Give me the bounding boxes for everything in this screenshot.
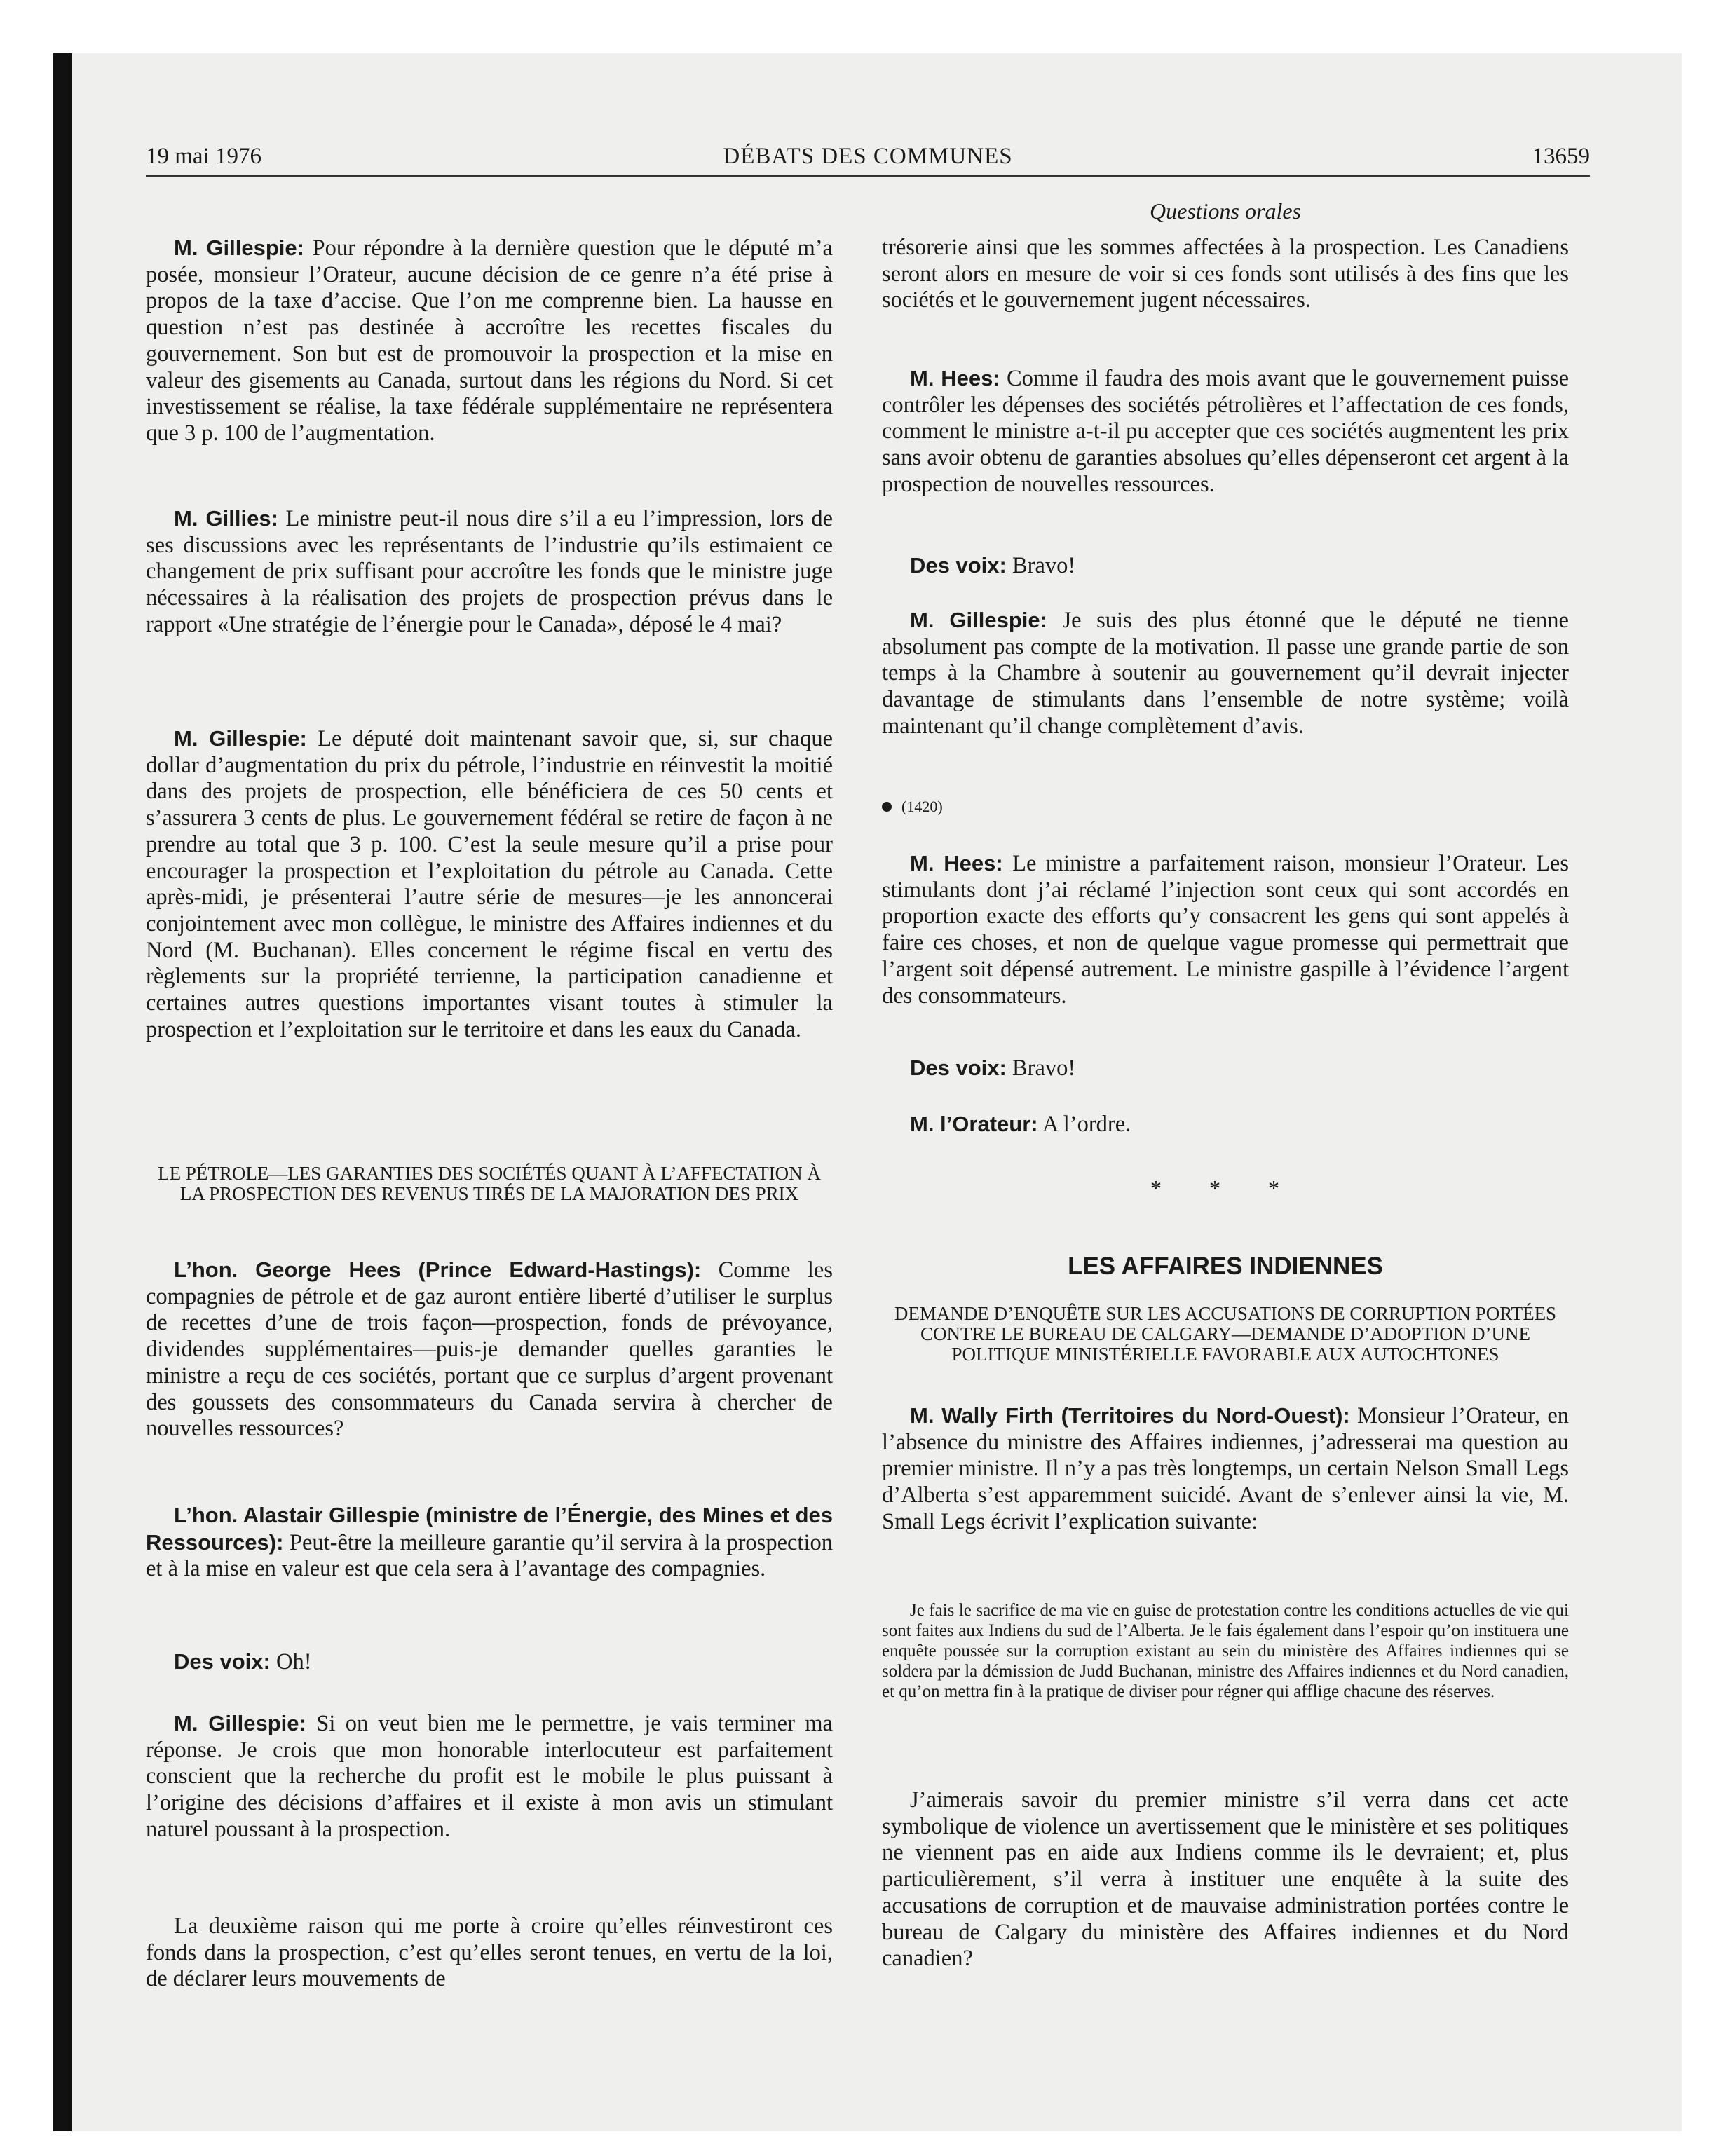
- paragraph-text: Si on veut bien me le permettre, je vais terminer ma réponse. Je crois que mon honorable interlocuteur est parfaitement conscient que la recherche du profit est le mobile le plus puissant à l’origine des décisions d’affaires et il existe à mon avis un stimulant naturel poussant à la prospection.: [146, 1711, 833, 1842]
- section-subheading: DEMANDE D’ENQUÊTE SUR LES ACCUSATIONS DE CORRUPTION PORTÉES CONTRE LE BUREAU DE CALGARY—DEMANDE D’ADOPTION D’UNE POLITIQUE MINISTÉRIELLE FAVORABLE AUX AUTOCHTONES: [894, 1303, 1557, 1365]
- paragraph: [146, 1502, 833, 1583]
- speaker-name: Des voix:: [174, 1649, 271, 1674]
- section-subtitle: Questions orales: [1150, 198, 1301, 224]
- paragraph: [882, 1403, 1569, 1536]
- scan-edge-bar: [53, 53, 72, 2131]
- paragraph: [146, 725, 833, 1043]
- speaker-name: M. Gillespie:: [174, 1711, 306, 1735]
- section-title: LES AFFAIRES INDIENNES: [1068, 1253, 1383, 1280]
- page-header: [146, 140, 1590, 177]
- paragraph-text: Comme les compagnies de pétrole et de gaz auront entière liberté d’utiliser le surplus de recettes d’une de trois façon—prospection, fonds de prévoyance, dividendes supplémentaires—puis-je demander quelles garanties le ministre a reçu de ces sociétés, portant que ce surplus d’argent provenant des goussets des consommateurs du Canada servira à chercher de nouvelles ressources?: [146, 1257, 833, 1442]
- paragraph-text: Pour répondre à la dernière question que le député m’a posée, monsieur l’Orateur, aucune décision de ce genre n’a été prise à propos de la taxe d’accise. Que l’on me comprenne bien. La hausse en question n’est pas destinée à accroître les recettes fiscales du gouvernement. Son but est de promouvoir la prospection et la mise en valeur des gisements au Canada, surtout dans les régions du Nord. Si cet investissement se réalise, la taxe fédérale supplémentaire ne représentera que 3 p. 100 de l’augmentation.: [146, 236, 833, 446]
- bullet-icon: [882, 802, 892, 812]
- speaker-name: L’hon. Alastair Gillespie (ministre de l’Énergie, des Mines et des Ressources):: [146, 1503, 833, 1555]
- paragraph-text: Je suis des plus étonné que le député ne tienne absolument pas compte de la motivation. Il passe une grande partie de son temps à la Chambre à soutenir au gouvernement qu’il devrait injecter davantage de stimulants dans l’ensemble de notre système; voilà maintenant qu’il change complètement d’avis.: [882, 608, 1569, 739]
- block-quote: Je fais le sacrifice de ma vie en guise de protestation contre les conditions actuelles de vie qui sont faites aux Indiens du sud de l’Alberta. Je le fais également dans l’espoir qu’on instituera une enquête poussée sur la corruption existant au sein du ministère des Affaires indiennes qui se soldera par la démission de Judd Buchanan, ministre des Affaires indiennes et du Nord canadien, et qu’on mettra fin à la pratique de diviser pour régner qui afflige chacune des réserves.: [882, 1601, 1569, 1701]
- paragraph: [146, 1649, 833, 1676]
- publication-title: DÉBATS DES COMMUNES: [723, 144, 1013, 169]
- paragraph-text: Oh!: [270, 1649, 312, 1674]
- paragraph: [146, 1913, 833, 1993]
- section-separator: * * *: [1150, 1175, 1300, 1201]
- paragraph-text: Bravo!: [1006, 1056, 1076, 1081]
- speaker-name: M. Wally Firth (Territoires du Nord-Ouest):: [910, 1403, 1350, 1428]
- paragraph-text: La deuxième raison qui me porte à croire qu’elles réinvestiront ces fonds dans la prospection, c’est qu’elles seront tenues, en vertu de la loi, de déclarer leurs mouvements de: [146, 1913, 833, 1992]
- paragraph: [882, 607, 1569, 740]
- paragraph-text: Comme il faudra des mois avant que le gouvernement puisse contrôler les dépenses des sociétés pétrolières et l’affectation de ces fonds, comment le ministre a-t-il pu accepter que ces sociétés augmentent les prix sans avoir obtenu de garanties absolues qu’elles dépenseront cet argent à la prospection de nouvelles ressources.: [882, 366, 1569, 497]
- speaker-name: M. l’Orateur:: [910, 1112, 1038, 1136]
- paragraph: [882, 1111, 1569, 1138]
- page-number: 13659: [1532, 144, 1590, 169]
- paragraph: [882, 1055, 1569, 1082]
- paragraph: [882, 365, 1569, 498]
- speaker-name: M. Hees:: [910, 366, 1000, 390]
- speaker-name: L’hon. George Hees (Prince Edward-Hastings):: [174, 1257, 702, 1282]
- speaker-name: Des voix:: [910, 553, 1007, 578]
- speaker-name: M. Hees:: [910, 851, 1003, 875]
- paragraph-text: Le député doit maintenant savoir que, si, sur chaque dollar d’augmentation du prix du pétrole, l’industrie en réinvestit la moitié dans des projets de prospection, elle bénéficiera de ces 50 cents et s’assurera 3 cents de plus. Le gouvernement fédéral se retire de façon à ne prendre au total que 3 p. 100. C’est la seule mesure qu’il a prise pour encourager la prospection et l’exploitation du pétrole au Canada. Cette après-midi, je présenterai l’autre série de mesures—je les annoncerai conjointement avec mon collègue, le ministre des Affaires indiennes et du Nord (M. Buchanan). Elles concernent le régime fiscal en vertu des règlements sur la propriété terrienne, la participation canadienne et certaines autres questions importantes visant toutes à stimuler la prospection et l’exploitation sur le territoire et dans les eaux du Canada.: [146, 726, 833, 1042]
- speaker-name: M. Gillespie:: [174, 726, 307, 751]
- paragraph-text: Monsieur l’Orateur, en l’absence du ministre des Affaires indiennes, j’adresserai ma question au premier ministre. Il n’y a pas très longtemps, un certain Nelson Small Legs d’Alberta s’est apparemment suicidé. Avant de s’enlever ainsi la vie, M. Small Legs écrivit l’explication suivante:: [882, 1403, 1569, 1534]
- paragraph: [146, 235, 833, 447]
- paragraph: [146, 505, 833, 639]
- page-date: 19 mai 1976: [146, 144, 261, 169]
- paragraph-text: Le ministre a parfaitement raison, monsieur l’Orateur. Les stimulants dont j’ai réclamé l’injection sont ceux qui sont accordés en proportion exacte des efforts qu’y consacrent les gens qui sont appelés à faire ces choses, et non de quelque vague promesse qui permettrait que l’argent soit dépensé autrement. Le ministre gaspille à l’évidence l’argent des consommateurs.: [882, 851, 1569, 1009]
- speaker-name: M. Gillespie:: [174, 236, 304, 260]
- paragraph: [146, 1710, 833, 1843]
- paragraph-text: Bravo!: [1006, 553, 1076, 578]
- speaker-name: M. Gillespie:: [910, 608, 1047, 632]
- paragraph-text: Peut-être la meilleure garantie qu’il servira à la prospection et à la mise en valeur est que cela sera à l’avantage des compagnies.: [146, 1529, 833, 1582]
- paragraph-text: A l’ordre.: [1037, 1112, 1131, 1137]
- paragraph: [882, 552, 1569, 580]
- timestamp: (1420): [901, 798, 943, 815]
- paragraph-text: Le ministre peut-il nous dire s’il a eu l’impression, lors de ses discussions avec les représentants de l’industrie qu’ils estimaient ce changement de prix suffisant pour accroître les fonds que le ministre juge nécessaires à la réalisation des projets de prospection prévus dans le rapport «Une stratégie de l’énergie pour le Canada», déposé le 4 mai?: [146, 506, 833, 637]
- speaker-name: M. Gillies:: [174, 506, 278, 531]
- paragraph: [882, 850, 1569, 1009]
- paragraph: [882, 235, 1569, 314]
- speaker-name: Des voix:: [910, 1056, 1007, 1080]
- paragraph: [882, 1787, 1569, 1972]
- paragraph-text: J’aimerais savoir du premier ministre s’il verra dans cet acte symbolique de violence un avertissement que le ministère et ses politiques ne viennent pas en aide aux Indiens comme ils le devraient; et, plus particulièrement, s’il verra à instituer une enquête à la suite des accusations de corruption et de mauvaise administration portées contre le bureau de Calgary du ministère des Affaires indiennes et du Nord canadien?: [882, 1787, 1569, 1972]
- paragraph-text: trésorerie ainsi que les sommes affectées à la prospection. Les Canadiens seront alors en mesure de voir si ces fonds sont utilisés à des fins que les sociétés et le gouvernement jugent nécessaires.: [882, 235, 1569, 313]
- paragraph: [146, 1257, 833, 1442]
- timestamp-marker: [882, 792, 1569, 820]
- section-heading: LE PÉTROLE—LES GARANTIES DES SOCIÉTÉS QUANT À L’AFFECTATION À LA PROSPECTION DES REVENUS TIRÉS DE LA MAJORATION DES PRIX: [158, 1163, 821, 1204]
